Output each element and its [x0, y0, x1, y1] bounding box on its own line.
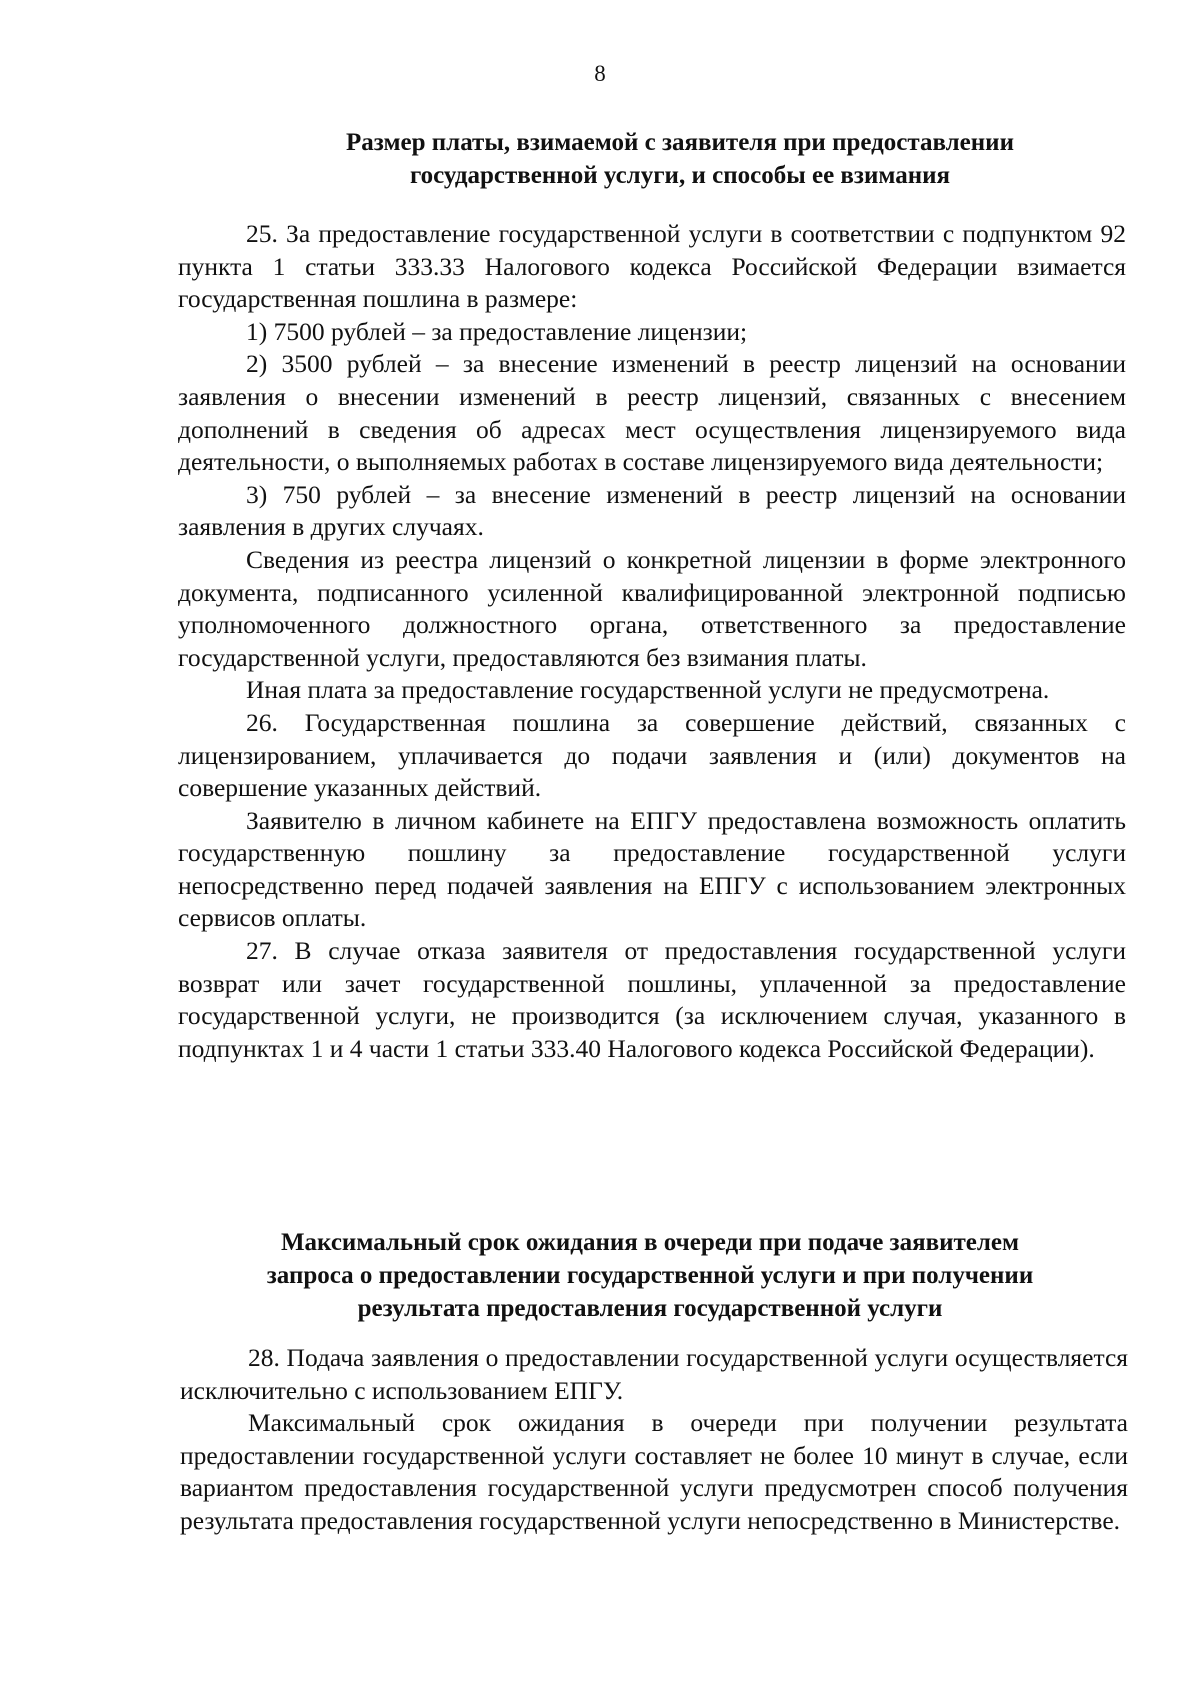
paragraph-25: 25. За предоставление государственной услуги в соответствии с подпунктом 92 пункта 1 статьи 333.33 Налогового кодекса Российской Федерации взимается государственная пошлина в размере: [178, 219, 1126, 314]
paragraph-other-fees: Иная плата за предоставление государственной услуги не предусмотрена. [246, 675, 1050, 705]
paragraph-28: 28. Подача заявления о предоставлении государственной услуги осуществляется исключительно с использованием ЕПГУ. [180, 1343, 1128, 1405]
paragraph-fee-3: 3) 750 рублей – за внесение изменений в реестр лицензий на основании заявления в других случаях. [178, 479, 1126, 542]
heading-line: запроса о предоставлении государственной услуги и при получении [266, 1262, 1034, 1289]
page-number: 8 [594, 61, 606, 86]
paragraph-registry-info: Сведения из реестра лицензий о конкретной лицензии в форме электронного документа, подписанного усиленной квалифицированной электронной подписью уполномоченного должностного органа, ответственного за предоставление государственной услуги, предоставляются без взимания платы. [178, 544, 1126, 672]
paragraph-26: 26. Государственная пошлина за совершение действий, связанных с лицензированием, уплачивается до подачи заявления и (или) документов на совершение указанных действий. [178, 707, 1126, 803]
paragraph-27: 27. В случае отказа заявителя от предоставления государственной услуги возврат или зачет государственной пошлины, уплаченной за предоставление государственной услуги, не производится (за исключением случая, указанного в подпунктах 1 и 4 части 1 статьи 333.40 Налогового кодекса Российской Федерации). [178, 936, 1126, 1063]
paragraph-fee-2: 2) 3500 рублей – за внесение изменений в реестр лицензий на основании заявления о внесении изменений в реестр лицензий, связанных с внесением дополнений в сведения об адресах мест осуществления лицензируемого вида деятельности, о выполняемых работах в составе лицензируемого вида деятельности; [178, 349, 1126, 477]
paragraph-max-wait: Максимальный срок ожидания в очереди при получении результата предоставлении государственной услуги составляет не более 10 минут в случае, если вариантом предоставления государственной услуги предусмотрен способ получения результата предоставления государственной услуги непосредственно в Министерстве. [180, 1408, 1128, 1535]
section-body-queue-time [180, 1342, 1128, 1538]
section-heading-fees [240, 126, 1120, 192]
paragraph-fee-1: 1) 7500 рублей – за предоставление лицензии; [246, 316, 748, 346]
heading-line: результата предоставления государственной услуги [357, 1295, 943, 1322]
paragraph-epgu-payment: Заявителю в личном кабинете на ЕПГУ предоставлена возможность оплатить государственную пошлину за предоставление государственной услуги непосредственно перед подачей заявления на ЕПГУ с использованием электронных сервисов оплаты. [178, 805, 1126, 933]
heading-line: Размер платы, взимаемой с заявителя при предоставлении [346, 129, 1014, 156]
heading-line: государственной услуги, и способы ее взимания [409, 162, 951, 189]
section-body-fees [178, 218, 1126, 1065]
section-heading-queue-time [180, 1226, 1120, 1325]
heading-line: Максимальный срок ожидания в очереди при подаче заявителем [280, 1229, 1020, 1256]
